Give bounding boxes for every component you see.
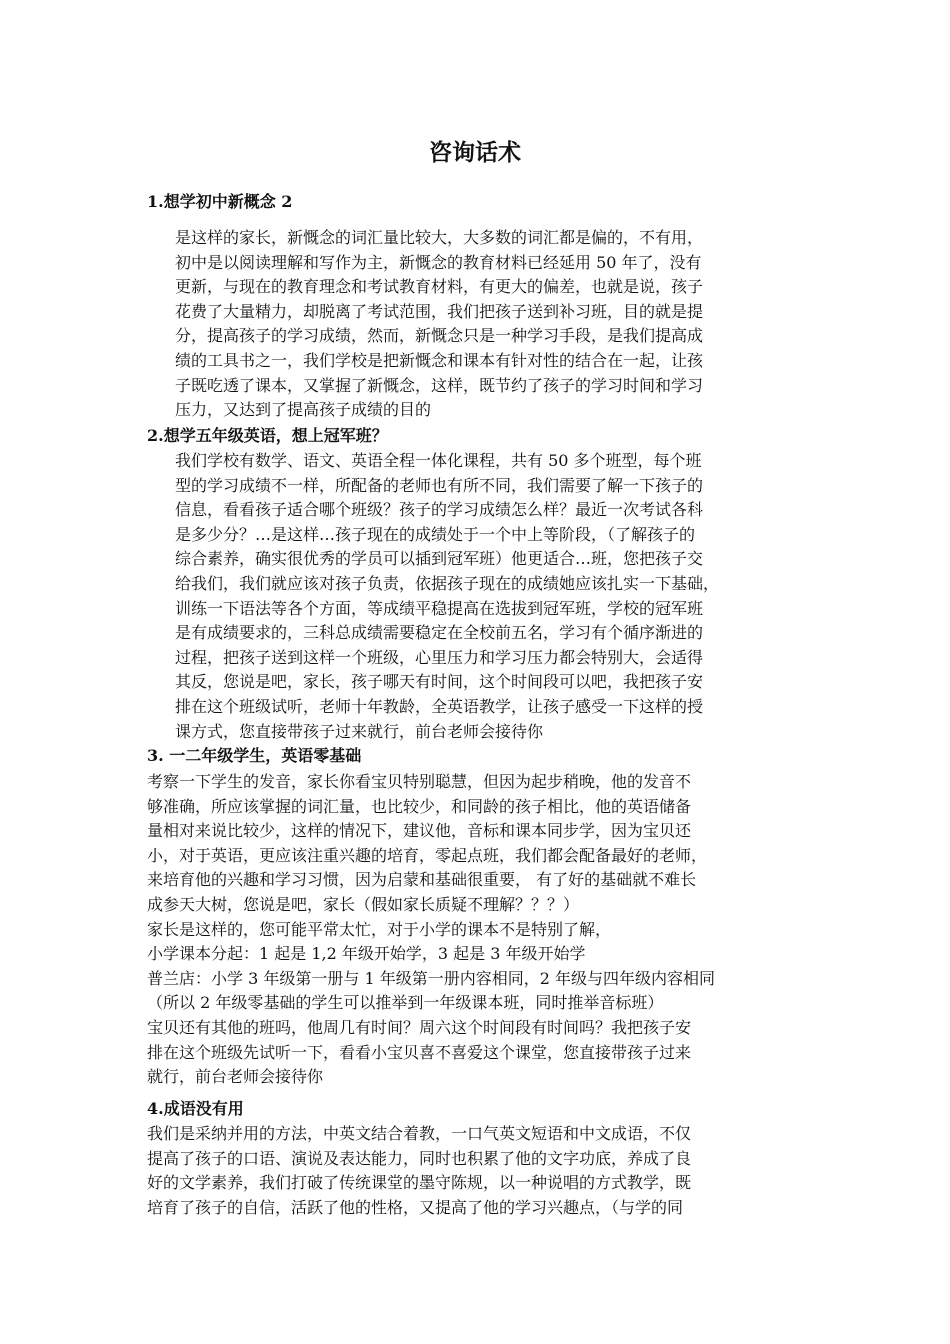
text-line: 是多少分？…是这样…孩子现在的成绩处于一个中上等阶段，（了解孩子的 <box>175 524 696 544</box>
text-line: 就行，前台老师会接待你 <box>147 1067 324 1087</box>
text-line: （所以 2 年级零基础的学生可以推举到一年级课本班，同时推举音标班） <box>147 993 664 1013</box>
text-line: 排在这个班级试听，老师十年教龄，全英语教学，让孩子感受一下这样的授 <box>175 696 704 716</box>
text-line: 绩的工具书之一，我们学校是把新慨念和课本有针对性的结合在一起，让孩 <box>175 350 704 370</box>
text-line: 是这样的家长，新慨念的词汇量比较大，大多数的词汇都是偏的，不有用， <box>175 228 704 247</box>
text-line: 花费了大量精力，却脱离了考试范围，我们把孩子送到补习班，目的就是提 <box>175 301 704 321</box>
text-line: 量相对来说比较少，这样的情况下，建议他，音标和课本同步学，因为宝贝还 <box>147 821 692 841</box>
text-line: 分，提高孩子的学习成绩，然而，新慨念只是一种学习手段，是我们提高成 <box>175 326 704 346</box>
text-line: 给我们，我们就应该对孩子负责，依据孩子现在的成绩她应该扎实一下基础， <box>175 573 720 593</box>
text-line: 是有成绩要求的，三科总成绩需要稳定在全校前五名，学习有个循序渐进的 <box>175 623 704 643</box>
text-line: 我们学校有数学、语文、英语全程一体化课程，共有 50 多个班型，每个班 <box>175 451 702 470</box>
text-line: 子既吃透了课本，又掌握了新慨念，这样，既节约了孩子的学习时间和学习 <box>175 375 704 395</box>
text-line: 初中是以阅读理解和写作为主，新慨念的教育材料已经延用 50 年了，没有 <box>175 252 702 272</box>
text-line: 考察一下学生的发音，家长你看宝贝特别聪慧，但因为起步稍晚，他的发音不 <box>147 772 692 791</box>
section-body-2 <box>175 449 719 744</box>
text-line: 型的学习成绩不一样，所配备的老师也有所不同，我们需要了解一下孩子的 <box>175 475 704 495</box>
document-title: 咨询话术 <box>429 139 521 166</box>
text-line: 成参天大树，您说是吧，家长（假如家长质疑不理解？？？） <box>147 894 580 914</box>
section-heading-4: 4.成语没有用 <box>147 1099 244 1118</box>
text-line: 综合素养，确实很优秀的学员可以插到冠军班）他更适合…班，您把孩子交 <box>175 549 704 569</box>
section-body-3 <box>147 770 715 1090</box>
text-line: 够准确，所应该掌握的词汇量，也比较少，和同龄的孩子相比，他的英语储备 <box>147 796 692 816</box>
text-line: 信息，看看孩子适合哪个班级？孩子的学习成绩怎么样？最近一次考试各科 <box>175 500 704 520</box>
text-line: 其反，您说是吧，家长，孩子哪天有时间，这个时间段可以吧，我把孩子安 <box>175 672 704 692</box>
section-body-1 <box>175 226 703 423</box>
text-line: 家长是这样的，您可能平常太忙，对于小学的课本不是特别了解， <box>147 919 612 939</box>
text-line: 过程，把孩子送到这样一个班级，心里压力和学习压力都会特别大，会适得 <box>175 647 704 667</box>
text-line: 提高了孩子的口语、演说及表达能力，同时也积累了他的文字功底，养成了良 <box>147 1148 692 1168</box>
text-line: 小，对于英语，更应该注重兴趣的培育，零起点班，我们都会配备最好的老师， <box>147 845 708 865</box>
text-line: 培育了孩子的自信，活跃了他的性格，又提高了他的学习兴趣点，（与学的同 <box>147 1197 684 1217</box>
text-line: 压力，又达到了提高孩子成绩的目的 <box>175 400 432 420</box>
text-line: 更新，与现在的教育理念和考试教育材料，有更大的偏差，也就是说，孩子 <box>175 277 704 297</box>
text-line: 我们是采纳并用的方法，中英文结合着教，一口气英文短语和中文成语，不仅 <box>147 1124 692 1143</box>
section-heading-3: 3. 一二年级学生，英语零基础 <box>147 746 362 765</box>
text-line: 来培育他的兴趣和学习习惯，因为启蒙和基础很重要， 有了好的基础就不难长 <box>147 870 697 890</box>
text-line: 训练一下语法等各个方面，等成绩平稳提高在选拔到冠军班，学校的冠军班 <box>175 598 704 618</box>
section-heading-2: 2.想学五年级英语，想上冠军班？ <box>147 426 388 445</box>
text-line: 好的文学素养，我们打破了传统课堂的墨守陈规，以一种说唱的方式教学，既 <box>147 1173 692 1193</box>
text-line: 排在这个班级先试听一下，看看小宝贝喜不喜爱这个课堂，您直接带孩子过来 <box>147 1042 692 1062</box>
text-line: 宝贝还有其他的班吗，他周几有时间？周六这个时间段有时间吗？我把孩子安 <box>147 1017 692 1037</box>
section-heading-1: 1.想学初中新概念 2 <box>147 192 293 211</box>
section-body-4 <box>147 1122 691 1220</box>
text-line: 小学课本分起：1 起是 1,2 年级开始学，3 起是 3 年级开始学 <box>147 944 586 964</box>
text-line: 课方式，您直接带孩子过来就行，前台老师会接待你 <box>175 721 544 741</box>
text-line: 普兰店：小学 3 年级第一册与 1 年级第一册内容相同，2 年级与四年级内容相同 <box>147 968 715 988</box>
